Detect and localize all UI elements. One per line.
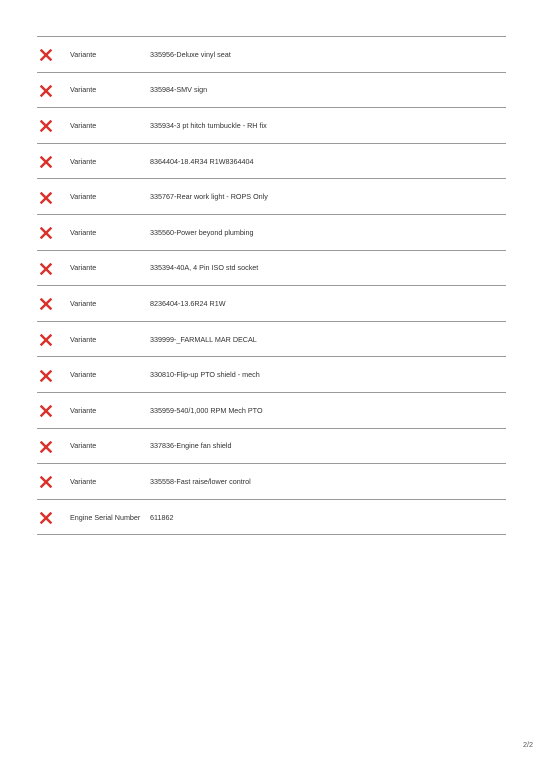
row-value: 335984-SMV sign	[150, 85, 208, 95]
x-mark-icon	[40, 298, 52, 310]
x-mark-icon	[40, 49, 52, 61]
page-number: 2/2	[523, 740, 533, 749]
row-label: Variante	[70, 370, 97, 380]
table-row	[37, 286, 506, 322]
x-mark-icon	[40, 227, 52, 239]
x-mark-icon	[40, 156, 52, 168]
table-row	[37, 357, 506, 393]
table-row	[37, 500, 506, 536]
row-value: 8364404-18.4R34 R1W8364404	[150, 156, 254, 166]
table-row	[37, 37, 506, 73]
x-mark-icon	[40, 120, 52, 132]
x-mark-icon	[40, 476, 52, 488]
table-row	[37, 429, 506, 465]
table-row	[37, 251, 506, 287]
row-value: 335394-40A, 4 Pin ISO std socket	[150, 263, 259, 273]
table-row	[37, 322, 506, 358]
row-value: 8236404-13.6R24 R1W	[150, 298, 226, 308]
row-value: 339999-_FARMALL MAR DECAL	[150, 334, 257, 344]
x-mark-icon	[40, 85, 52, 97]
x-mark-icon	[40, 263, 52, 275]
table-row	[37, 393, 506, 429]
x-mark-icon	[40, 192, 52, 204]
table-row	[37, 73, 506, 109]
row-label: Variante	[70, 49, 97, 59]
spec-table	[37, 36, 506, 535]
row-value: 330810-Flip-up PTO shield - mech	[150, 370, 260, 380]
table-row	[37, 144, 506, 180]
row-label: Variante	[70, 263, 97, 273]
table-row	[37, 215, 506, 251]
row-value: 335560-Power beyond plumbing	[150, 227, 254, 237]
row-label: Variante	[70, 85, 97, 95]
x-mark-icon	[40, 405, 52, 417]
row-value: 611862	[150, 512, 174, 522]
row-label: Variante	[70, 405, 97, 415]
table-row	[37, 464, 506, 500]
x-mark-icon	[40, 334, 52, 346]
x-mark-icon	[40, 441, 52, 453]
row-label: Variante	[70, 227, 97, 237]
table-row	[37, 179, 506, 215]
row-label: Variante	[70, 334, 97, 344]
row-label: Variante	[70, 120, 97, 130]
x-mark-icon	[40, 370, 52, 382]
row-value: 335558-Fast raise/lower control	[150, 476, 251, 486]
row-value: 335959-540/1,000 RPM Mech PTO	[150, 405, 263, 415]
row-label: Variante	[70, 476, 97, 486]
row-value: 335767-Rear work light - ROPS Only	[150, 192, 268, 202]
row-value: 335956-Deluxe vinyl seat	[150, 49, 231, 59]
x-mark-icon	[40, 512, 52, 524]
row-label: Variante	[70, 156, 97, 166]
row-label: Engine Serial Number	[70, 512, 141, 522]
row-label: Variante	[70, 298, 97, 308]
row-label: Variante	[70, 192, 97, 202]
row-value: 335934-3 pt hitch turnbuckle - RH fix	[150, 120, 267, 130]
row-label: Variante	[70, 441, 97, 451]
table-row	[37, 108, 506, 144]
row-value: 337836-Engine fan shield	[150, 441, 232, 451]
